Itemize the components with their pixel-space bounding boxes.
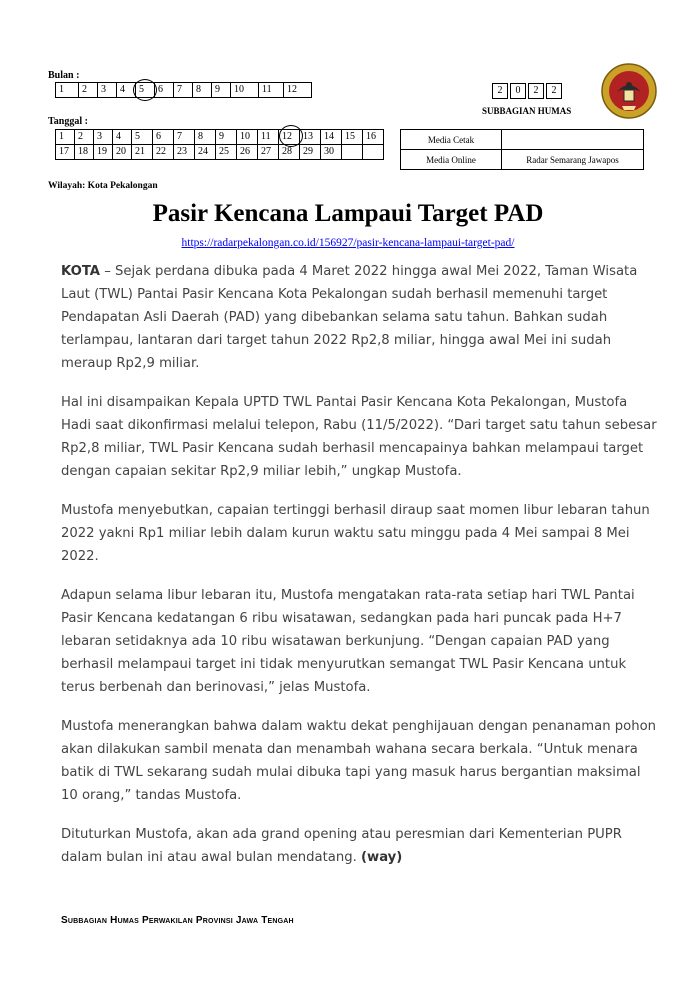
month-cell: 6 — [155, 83, 174, 98]
month-cell: 4 — [117, 83, 136, 98]
date-cell: 8 — [195, 130, 216, 145]
date-cell: 22 — [153, 145, 174, 160]
date-cell: 28 — [279, 145, 300, 160]
date-cell: 13 — [300, 130, 321, 145]
media-online-label: Media Online — [401, 150, 502, 170]
date-cell: 1 — [56, 130, 75, 145]
paragraph — [61, 823, 661, 869]
paragraph: Mustofa menyebutkan, capaian tertinggi berhasil diraup saat momen libur lebaran tahun 2022 yakni Rp1 miliar lebih dalam kurun waktu satu minggu pada 4 Mei sampai 8 Mei 2022. — [61, 503, 650, 564]
wilayah-label: Wilayah: Kota Pekalongan — [48, 181, 158, 191]
month-cell: 7 — [174, 83, 193, 98]
selected-month-circle — [133, 79, 157, 101]
month-cell: 9 — [212, 83, 231, 98]
date-cell: 25 — [216, 145, 237, 160]
media-table — [400, 129, 644, 170]
year-digit: 2 — [546, 83, 562, 99]
date-cell — [363, 145, 384, 160]
year-digit: 2 — [528, 83, 544, 99]
date-cell — [342, 145, 363, 160]
date-cell: 9 — [216, 130, 237, 145]
author-tag: (way) — [360, 850, 403, 865]
footer: Subbagian Humas Perwakilan Provinsi Jawa Tengah — [61, 915, 294, 926]
date-cell: 10 — [237, 130, 258, 145]
paragraph: Adapun selama libur lebaran itu, Mustofa mengatakan rata-rata setiap hari TWL Pantai Pasir Kencana kedatangan 6 ribu wisatawan, sedangkan pada hari puncak pada H+7 lebaran setidaknya ada 10 ribu wisatawan berkunjung. “Dengan capaian PAD yang berhasil melampaui target ini tidak menyurutkan semangat TWL Pasir Kencana untuk terus berbenah dan berinovasi,” jelas Mustofa. — [61, 588, 635, 695]
lead-bold: KOTA — [61, 264, 101, 279]
date-cell: 18 — [75, 145, 94, 160]
month-cell: 5 — [136, 83, 155, 98]
date-cell: 5 — [132, 130, 153, 145]
date-cell: 6 — [153, 130, 174, 145]
selected-date-circle — [279, 125, 303, 147]
date-cell: 24 — [195, 145, 216, 160]
tanggal-label: Tanggal : — [48, 116, 88, 127]
media-online-value: Radar Semarang Jawapos — [502, 150, 644, 170]
year-digit: 0 — [510, 83, 526, 99]
date-cell: 17 — [56, 145, 75, 160]
date-grid — [55, 129, 384, 160]
date-cell: 16 — [363, 130, 384, 145]
date-cell: 11 — [258, 130, 279, 145]
month-cell: 3 — [98, 83, 117, 98]
date-cell: 3 — [94, 130, 113, 145]
date-cell: 4 — [113, 130, 132, 145]
date-cell: 23 — [174, 145, 195, 160]
date-cell: 29 — [300, 145, 321, 160]
year-digit: 2 — [492, 83, 508, 99]
article-title: Pasir Kencana Lampaui Target PAD — [152, 200, 544, 227]
paragraph: Mustofa menerangkan bahwa dalam waktu dekat penghijauan dengan penanaman pohon akan dilakukan sambil menata dan menambah wahana secara berkala. “Untuk menara batik di TWL sekarang sudah mulai dibuka tapi yang masuk harus bergantian maksimal 10 orang,” tandas Mustofa. — [61, 719, 657, 803]
month-cell: 2 — [79, 83, 98, 98]
paragraph-text: Dituturkan Mustofa, akan ada grand opening atau peresmian dari Kementerian PUPR dalam bulan ini atau awal bulan mendatang. — [61, 827, 622, 865]
date-cell: 26 — [237, 145, 258, 160]
month-cell: 10 — [231, 83, 259, 98]
month-cell: 12 — [284, 83, 312, 98]
month-cell: 8 — [193, 83, 212, 98]
date-cell: 27 — [258, 145, 279, 160]
article-body — [61, 260, 661, 885]
subbagian-humas-label: SUBBAGIAN HUMAS — [482, 106, 572, 116]
year-boxes — [492, 80, 564, 99]
media-cetak-label: Media Cetak — [401, 130, 502, 150]
date-cell: 2 — [75, 130, 94, 145]
date-cell: 15 — [342, 130, 363, 145]
date-cell: 30 — [321, 145, 342, 160]
paragraph-text: – Sejak perdana dibuka pada 4 Maret 2022 hingga awal Mei 2022, Taman Wisata Laut (TWL) Pantai Pasir Kencana Kota Pekalongan sudah berhasil memenuhi target Pendapatan Asli Daerah (PAD) yang dibebankan selama satu tahun. Bahkan sudah terlampau, lantaran dari target tahun 2022 Rp2,8 miliar, hingga awal Mei ini sudah meraup Rp2,9 miliar. — [61, 264, 638, 371]
month-cell: 11 — [259, 83, 284, 98]
paragraph: Hal ini disampaikan Kepala UPTD TWL Pantai Pasir Kencana Kota Pekalongan, Mustofa Hadi saat dikonfirmasi melalui telepon, Rabu (11/5/2022). “Dari target satu tahun sebesar Rp2,8 miliar, TWL Pasir Kencana sudah berhasil mencapainya bahkan melampaui target dengan capaian sekitar Rp2,9 miliar lebih,” ungkap Mustofa. — [61, 395, 657, 479]
paragraph — [61, 260, 661, 375]
date-cell: 12 — [279, 130, 300, 145]
garuda-emblem-icon — [600, 62, 658, 120]
date-cell: 21 — [132, 145, 153, 160]
date-cell: 14 — [321, 130, 342, 145]
month-cell: 1 — [56, 83, 79, 98]
date-cell: 20 — [113, 145, 132, 160]
media-cetak-value — [502, 130, 644, 150]
article-url-link[interactable]: https://radarpekalongan.co.id/156927/pasir-kencana-lampaui-target-pad/ — [181, 237, 515, 249]
date-cell: 19 — [94, 145, 113, 160]
month-grid — [55, 82, 312, 98]
date-cell: 7 — [174, 130, 195, 145]
bulan-label: Bulan : — [48, 70, 80, 81]
